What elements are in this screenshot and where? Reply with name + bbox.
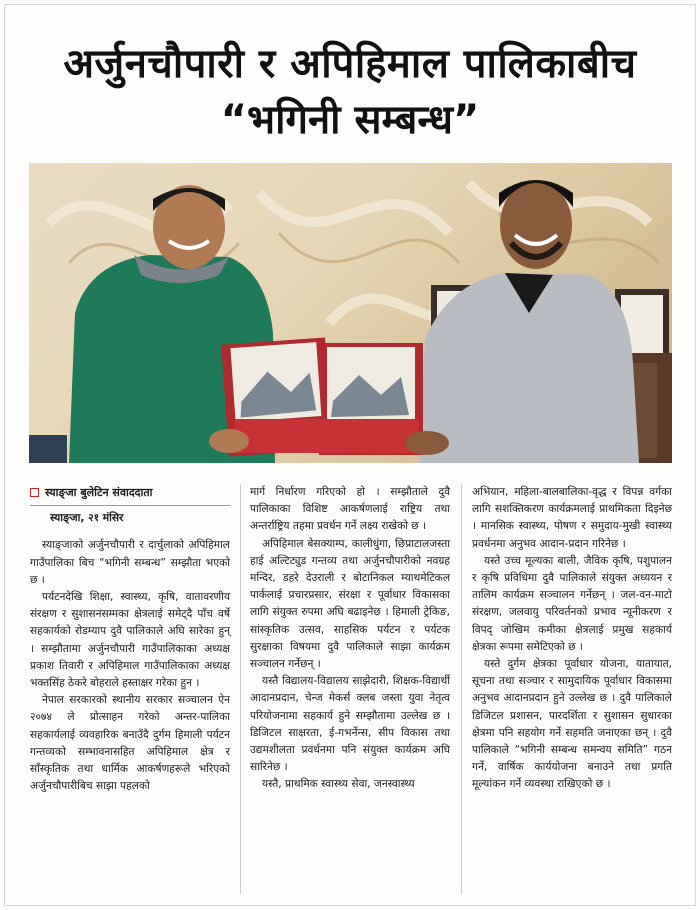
article-paragraph: यस्ते दुर्गम क्षेत्रका पूर्वाधार योजना, यातायात, सूचना तथा सञ्चार र सामुदायिक पूर्वाधार विकासमा अनुभव आदानप्रदान हुने उल्लेख छ । दुवै पालिकाले डिजिटल प्रशासन, पारदर्शिता र सुशासन सुधारका क्षेत्रमा पनि सहयोग गर्ने सहमति जनाएका छन् । दुवै पालिकाले “भगिनी सम्बन्ध समन्वय समिति” गठन गर्ने, वार्षिक कार्ययोजना बनाउने तथा प्रगति मूल्यांकन गर्ने व्यवस्था राखिएको छ । (472, 658, 672, 791)
article-paragraph: यस्ते उच्च मूल्यका बाली, जैविक कृषि, पशुपालन र कृषि प्रविधिमा दुवै पालिकाले संयुक्त अध्ययन र तालिम कार्यक्रम सञ्चालन गर्नेछन् । जल-वन-माटो संरक्षण, जलवायु परिवर्तनको प्रभाव न्यूनीकरण र विपद् जोखिम कमीका क्षेत्रलाई प्रमुख सहकार्य क्षेत्रका रूपमा समेटिएको छ । (472, 554, 672, 653)
headline-line-2: “भगिनी सम्बन्ध” (220, 97, 480, 143)
article-paragraph: यस्तै विद्यालय-विद्यालय साझेदारी, शिक्षक-विद्यार्थी आदानप्रदान, चेन्ज मेकर्स क्लब जस्ता युवा नेतृत्व परियोजनामा सहकार्य हुने सम्झौतामा उल्लेख छ । डिजिटल साक्षरता, ई-गभर्नेन्स, सीप विकास तथा उद्यमशीलता प्रवर्धनमा पनि संयुक्त कार्यक्रम अघि सारिनेछ । (250, 675, 450, 774)
square-bullet-icon (30, 488, 39, 497)
news-photo (29, 163, 672, 463)
article-paragraph: स्याङ्जाको अर्जुनचौपारी र दार्चुलाको अपिहिमाल गाउँपालिका बिच “भगिनी सम्बन्ध” सम्झौता भएको छ । (30, 539, 230, 586)
headline-line-1: अर्जुनचौपारी र अपिहिमाल पालिकाबीच (63, 41, 637, 87)
byline-rule (30, 505, 230, 506)
article-paragraph: पर्यटनदेखि शिक्षा, स्वास्थ्य, कृषि, वातावरणीय संरक्षण र सुशासनसम्मका क्षेत्रलाई समेट्दै पाँच वर्षे सहकार्यको रोडम्याप दुवै पालिकाले अघि सारेका हुन् । सम्झौतामा अर्जुनचौपारी गाउँपालिकाका अध्यक्ष प्रकाश तिवारी र अपिहिमाल गाउँपालिकाका अध्यक्ष भक्तसिंह ठेकरे बोहराले हस्ताक्षर गरेका हुन । (30, 591, 230, 690)
column-divider (461, 484, 462, 894)
article-paragraph: अभियान, महिला-बालबालिका-वृद्ध र विपन्न वर्गका लागि सशक्तिकरण कार्यक्रमलाई प्राथमिकता दिइनेछ । मानसिक स्वास्थ्य, पोषण र समुदाय-मुखी स्वास्थ्य प्रवर्धनमा अनुभव आदान-प्रदान गरिनेछ । (472, 486, 672, 550)
article-column-1 (30, 484, 230, 795)
article-paragraph: नेपाल सरकारको स्थानीय सरकार सञ्चालन ऐन २०७४ ले प्रोत्साहन गरेको अन्तर-पालिका सहकार्यलाई व्यवहारिक बनाउँदै दुर्गम हिमाली पर्यटन गन्तव्यको सम्भावनासहित अपिहिमाल क्षेत्र र साँस्कृतिक तथा धार्मिक आकर्षणहरूले भरिएको अर्जुनचौपारीबिच साझा पहलको (30, 694, 230, 793)
byline-author: स्याङ्जा बुलेटिन संवाददाता (45, 486, 153, 499)
article-column-3 (472, 484, 672, 794)
byline (30, 484, 230, 501)
agreement-folder (221, 338, 423, 457)
article-paragraph: मार्ग निर्धारण गरिएको हो । सम्झौताले दुवै पालिकाका विशिष्ट आकर्षणलाई राष्ट्रिय तथा अन्तर्राष्ट्रिय तहमा प्रवर्धन गर्ने लक्ष्य राखेको छ । (250, 486, 450, 533)
article-paragraph: यस्तै, प्राथमिक स्वास्थ्य सेवा, जनस्वास्थ्य (262, 778, 415, 791)
column-divider (240, 484, 241, 894)
right-person (419, 180, 639, 463)
article-paragraph: अपिहिमाल बेसक्याम्प, कालीधुंगा, छिप्राटालजस्ता हाई अल्टिट्युड गन्तव्य तथा अर्जुनचौपारीको नवग्रह मन्दिर, डहरे देउराली र बोटानिकल म्याथमेटिकल पार्कलाई प्रचारप्रसार, संरक्षा र पूर्वाधार विकासका लागि संयुक्त रुपमा अघि बढाइनेछ । हिमाली ट्रेकिङ, सांस्कृतिक उत्सव, साहसिक पर्यटन र पर्यटक सुरक्षाका विषयमा दुवै पालिकाले साझा कार्यक्रम सञ्चालन गर्नेछन् । (250, 537, 450, 671)
dateline: स्याङ्जा, २१ मंसिर (50, 512, 124, 525)
article-column-2 (250, 484, 450, 794)
